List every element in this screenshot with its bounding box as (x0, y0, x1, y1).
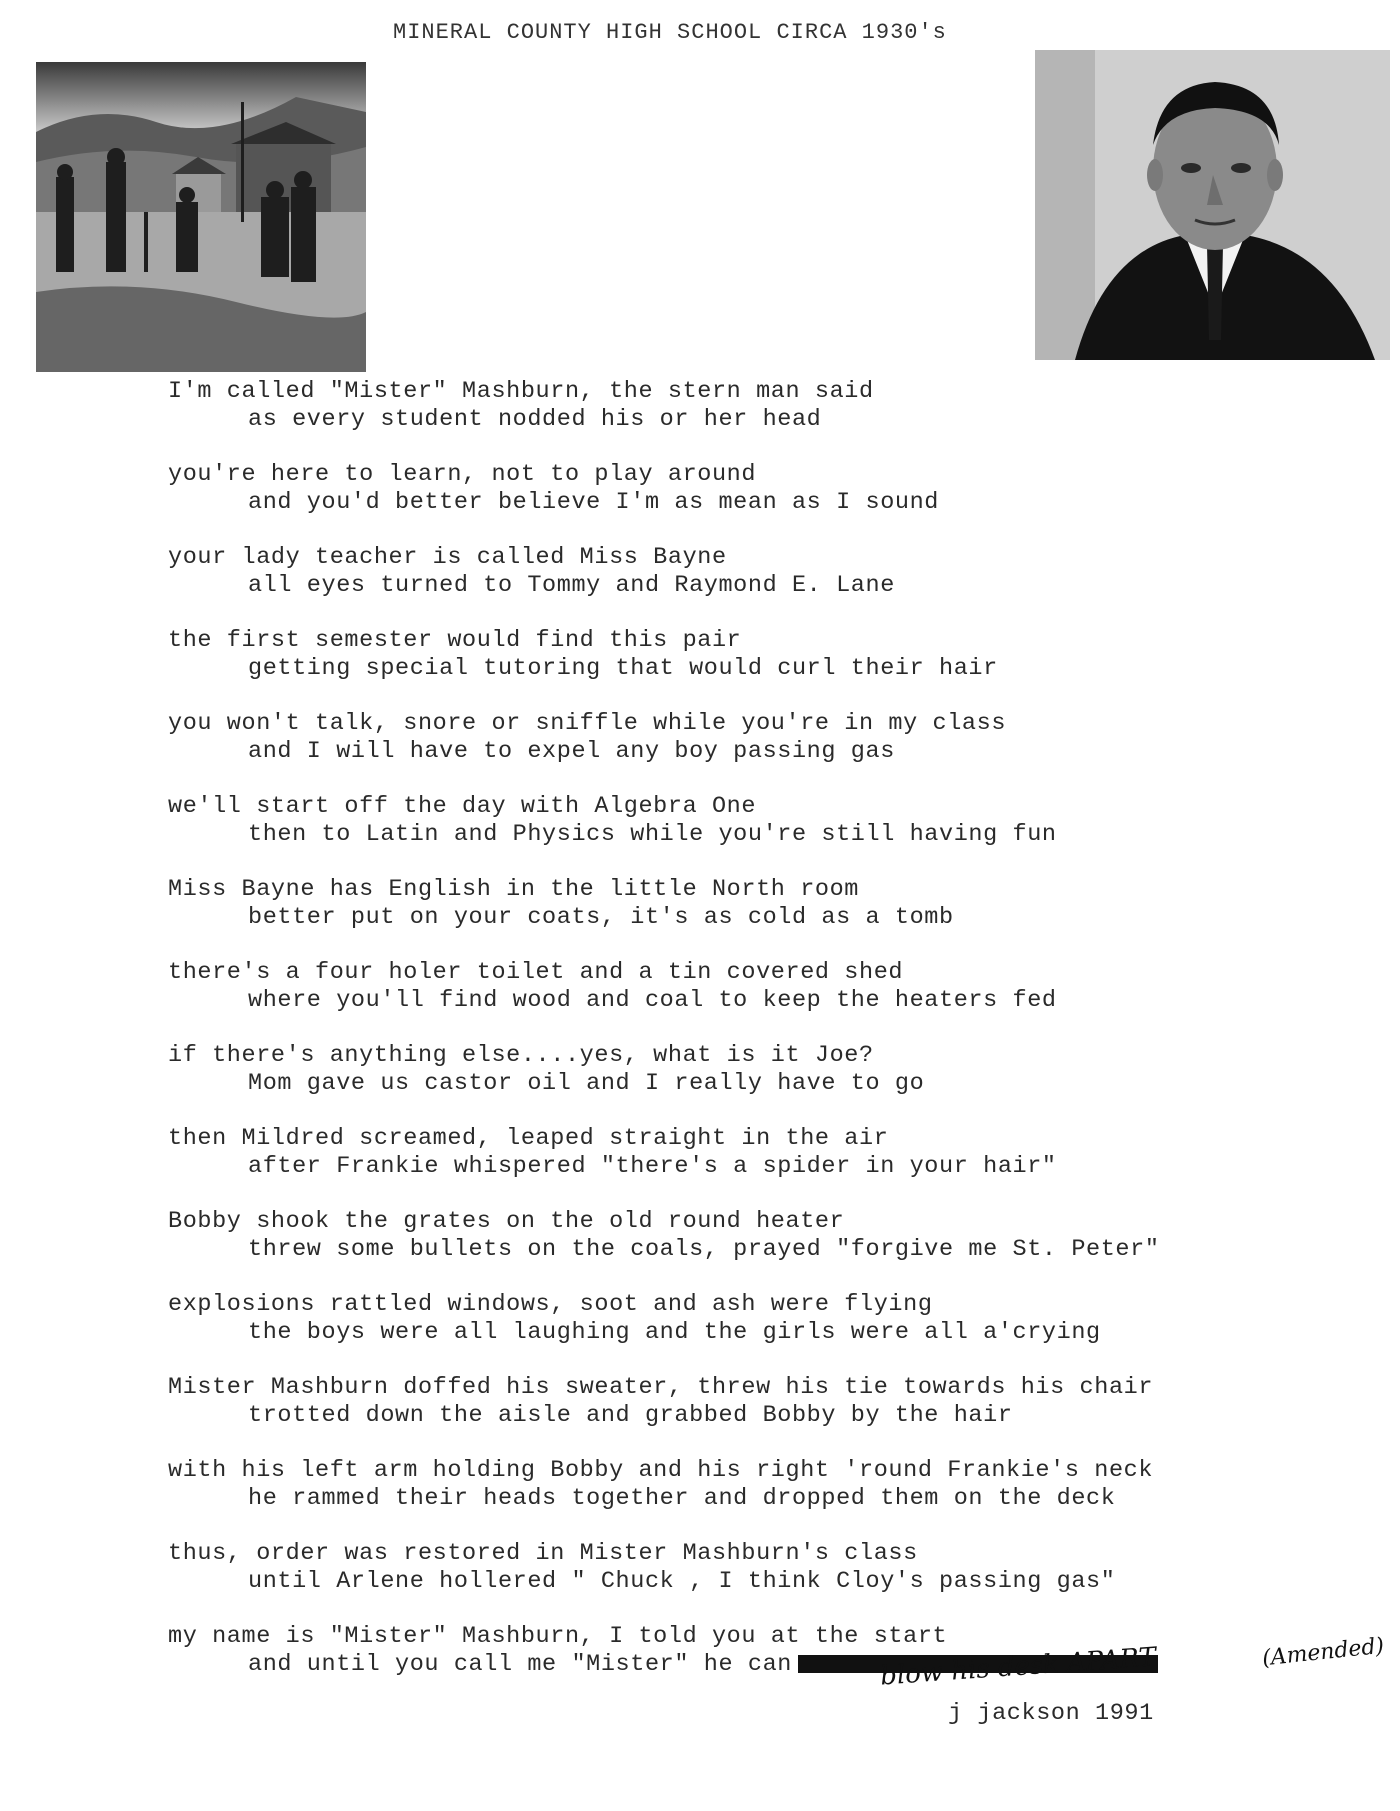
stanza (168, 793, 1318, 876)
poem-line-indented: all eyes turned to Tommy and Raymond E. Lane (248, 572, 895, 599)
stanza (168, 710, 1318, 793)
poem-line: I'm called "Mister" Mashburn, the stern man said (168, 378, 874, 405)
poem-line-text: and until you call me "Mister" he can (248, 1651, 792, 1678)
poem-line: my name is "Mister" Mashburn, I told you at the start (168, 1623, 948, 1650)
stanza (168, 1457, 1318, 1540)
schoolyard-photo (36, 62, 366, 372)
stanza (168, 876, 1318, 959)
poem-line-indented: the boys were all laughing and the girls were all a'crying (248, 1319, 1101, 1346)
poem-line: then Mildred screamed, leaped straight in the air (168, 1125, 889, 1152)
poem-line-indented: Mom gave us castor oil and I really have to go (248, 1070, 925, 1097)
poem-line: explosions rattled windows, soot and ash were flying (168, 1291, 933, 1318)
portrait-photo (1035, 50, 1390, 360)
handwritten-edit: blow his desk APART (879, 1642, 1158, 1692)
stanza (168, 461, 1318, 544)
schoolyard-photo-image (36, 62, 366, 372)
stanza (168, 544, 1318, 627)
stanza (168, 627, 1318, 710)
poem-line-indented: trotted down the aisle and grabbed Bobby by the hair (248, 1402, 1013, 1429)
handwritten-note: (Amended) (1261, 1633, 1386, 1672)
stanza (168, 959, 1318, 1042)
author-signature: j jackson 1991 (948, 1700, 1154, 1727)
poem-line: you won't talk, snore or sniffle while you're in my class (168, 710, 1007, 737)
poem-line: you're here to learn, not to play around (168, 461, 757, 488)
poem-line-indented: and you'd better believe I'm as mean as I sound (248, 489, 940, 516)
poem-line-indented: getting special tutoring that would curl their hair (248, 655, 998, 682)
poem-line: thus, order was restored in Mister Mashburn's class (168, 1540, 918, 1567)
poem-line-indented: where you'll find wood and coal to keep the heaters fed (248, 987, 1057, 1014)
poem (168, 378, 1318, 1706)
portrait-photo-image (1035, 50, 1390, 360)
poem-line: your lady teacher is called Miss Bayne (168, 544, 727, 571)
poem-line: Bobby shook the grates on the old round heater (168, 1208, 845, 1235)
poem-line-indented: after Frankie whispered "there's a spider in your hair" (248, 1153, 1057, 1180)
stanza (168, 1374, 1318, 1457)
poem-line: Mister Mashburn doffed his sweater, threw his tie towards his chair (168, 1374, 1154, 1401)
stanza (168, 378, 1318, 461)
stanza (168, 1042, 1318, 1125)
poem-line: there's a four holer toilet and a tin covered shed (168, 959, 904, 986)
page-title: MINERAL COUNTY HIGH SCHOOL CIRCA 1930's (393, 20, 947, 45)
poem-line: we'll start off the day with Algebra One (168, 793, 757, 820)
poem-line: if there's anything else....yes, what is it Joe? (168, 1042, 874, 1069)
poem-line: Miss Bayne has English in the little North room (168, 876, 860, 903)
poem-line-indented: threw some bullets on the coals, prayed "forgive me St. Peter" (248, 1236, 1160, 1263)
stanza (168, 1540, 1318, 1623)
stanza (168, 1125, 1318, 1208)
stanza (168, 1291, 1318, 1374)
poem-line: the first semester would find this pair (168, 627, 742, 654)
stanza (168, 1208, 1318, 1291)
poem-line-indented: then to Latin and Physics while you're still having fun (248, 821, 1057, 848)
poem-line-indented: and I will have to expel any boy passing gas (248, 738, 895, 765)
poem-line-indented: better put on your coats, it's as cold as a tomb (248, 904, 954, 931)
poem-line: with his left arm holding Bobby and his right 'round Frankie's neck (168, 1457, 1154, 1484)
poem-line-indented: until Arlene hollered " Chuck , I think Cloy's passing gas" (248, 1568, 1116, 1595)
poem-line-indented: as every student nodded his or her head (248, 406, 822, 433)
poem-line-indented: he rammed their heads together and dropped them on the deck (248, 1485, 1116, 1512)
